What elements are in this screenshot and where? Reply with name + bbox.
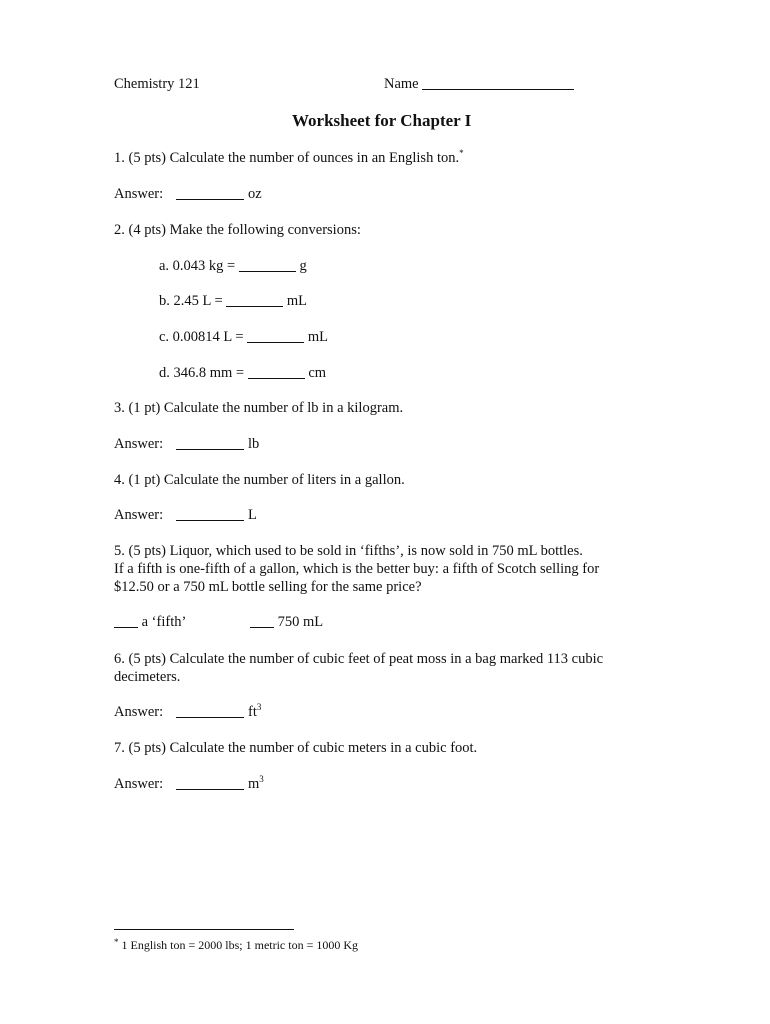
conversion-b <box>159 293 307 310</box>
footnote-text: 1 English ton = 2000 lbs; 1 metric ton = 1000 Kg <box>121 938 359 952</box>
answer-3-unit: lb <box>248 436 260 452</box>
conversion-c-blank[interactable] <box>247 341 304 343</box>
option-750ml-blank[interactable] <box>250 626 274 628</box>
answer-label: Answer: <box>114 186 164 202</box>
answer-7 <box>114 776 264 793</box>
answer-7-unit-base: m <box>248 776 260 792</box>
footnote-marker: * <box>459 148 464 158</box>
course-label: Chemistry 121 <box>114 76 200 92</box>
answer-7-blank[interactable] <box>176 788 244 790</box>
conversion-b-blank[interactable] <box>226 305 283 307</box>
conversion-a-prefix: a. 0.043 kg = <box>159 258 236 274</box>
question-1 <box>114 150 464 167</box>
answer-6-unit-base: ft <box>248 704 257 720</box>
answer-6-unit <box>248 704 261 720</box>
answer-1 <box>114 186 262 203</box>
answer-6-unit-exponent: 3 <box>256 702 262 712</box>
question-2-text: 2. (4 pts) Make the following conversions: <box>114 222 361 238</box>
conversion-c <box>159 329 328 346</box>
answer-label: Answer: <box>114 704 164 720</box>
answer-4-blank[interactable] <box>176 519 244 521</box>
option-fifth[interactable] <box>114 614 186 631</box>
answer-6-blank[interactable] <box>176 716 244 718</box>
question-1-text: 1. (5 pts) Calculate the number of ounces in an English ton. <box>114 150 460 166</box>
answer-4-unit: L <box>248 507 257 523</box>
conversion-a-blank[interactable] <box>239 270 296 272</box>
answer-label: Answer: <box>114 507 164 523</box>
option-750ml[interactable] <box>250 614 323 631</box>
footnote <box>114 937 358 953</box>
name-blank[interactable] <box>422 88 574 90</box>
answer-4 <box>114 507 257 524</box>
question-7-text: 7. (5 pts) Calculate the number of cubic meters in a cubic foot. <box>114 740 478 756</box>
answer-7-unit-exponent: 3 <box>259 774 264 784</box>
name-label: Name <box>384 76 419 92</box>
answer-3-blank[interactable] <box>176 448 244 450</box>
page-title: Worksheet for Chapter I <box>292 111 472 130</box>
option-fifth-label: a ‘fifth’ <box>141 614 187 630</box>
answer-7-unit <box>248 776 264 792</box>
name-field[interactable] <box>384 76 574 93</box>
question-5-line-1: 5. (5 pts) Liquor, which used to be sold in ‘fifths’, is now sold in 750 mL bottles. <box>114 543 583 559</box>
conversion-a-unit: g <box>299 258 307 274</box>
conversion-b-unit: mL <box>286 293 308 309</box>
answer-label: Answer: <box>114 776 164 792</box>
conversion-d-unit: cm <box>308 365 327 381</box>
option-fifth-blank[interactable] <box>114 626 138 628</box>
question-3-text: 3. (1 pt) Calculate the number of lb in a kilogram. <box>114 400 404 416</box>
answer-3 <box>114 436 259 453</box>
answer-1-blank[interactable] <box>176 198 244 200</box>
conversion-d-blank[interactable] <box>248 377 305 379</box>
footnote-mark: * <box>114 937 119 947</box>
question-6-line-1: 6. (5 pts) Calculate the number of cubic feet of peat moss in a bag marked 113 cubic <box>114 651 604 667</box>
option-750ml-label: 750 mL <box>277 614 324 630</box>
conversion-c-unit: mL <box>307 329 328 345</box>
answer-1-unit: oz <box>248 186 262 202</box>
question-5-line-2: If a fifth is one-fifth of a gallon, which is the better buy: a fifth of Scotch selling for <box>114 561 600 577</box>
question-4-text: 4. (1 pt) Calculate the number of liters in a gallon. <box>114 472 405 488</box>
question-6-line-2: decimeters. <box>114 669 181 685</box>
conversion-a <box>159 258 307 275</box>
conversion-b-prefix: b. 2.45 L = <box>159 293 223 309</box>
conversion-c-prefix: c. 0.00814 L = <box>159 329 244 345</box>
conversion-d <box>159 365 326 382</box>
answer-6 <box>114 704 261 721</box>
answer-label: Answer: <box>114 436 164 452</box>
footnote-divider <box>114 929 294 930</box>
question-5-line-3: $12.50 or a 750 mL bottle selling for the same price? <box>114 579 422 595</box>
conversion-d-prefix: d. 346.8 mm = <box>159 365 245 381</box>
